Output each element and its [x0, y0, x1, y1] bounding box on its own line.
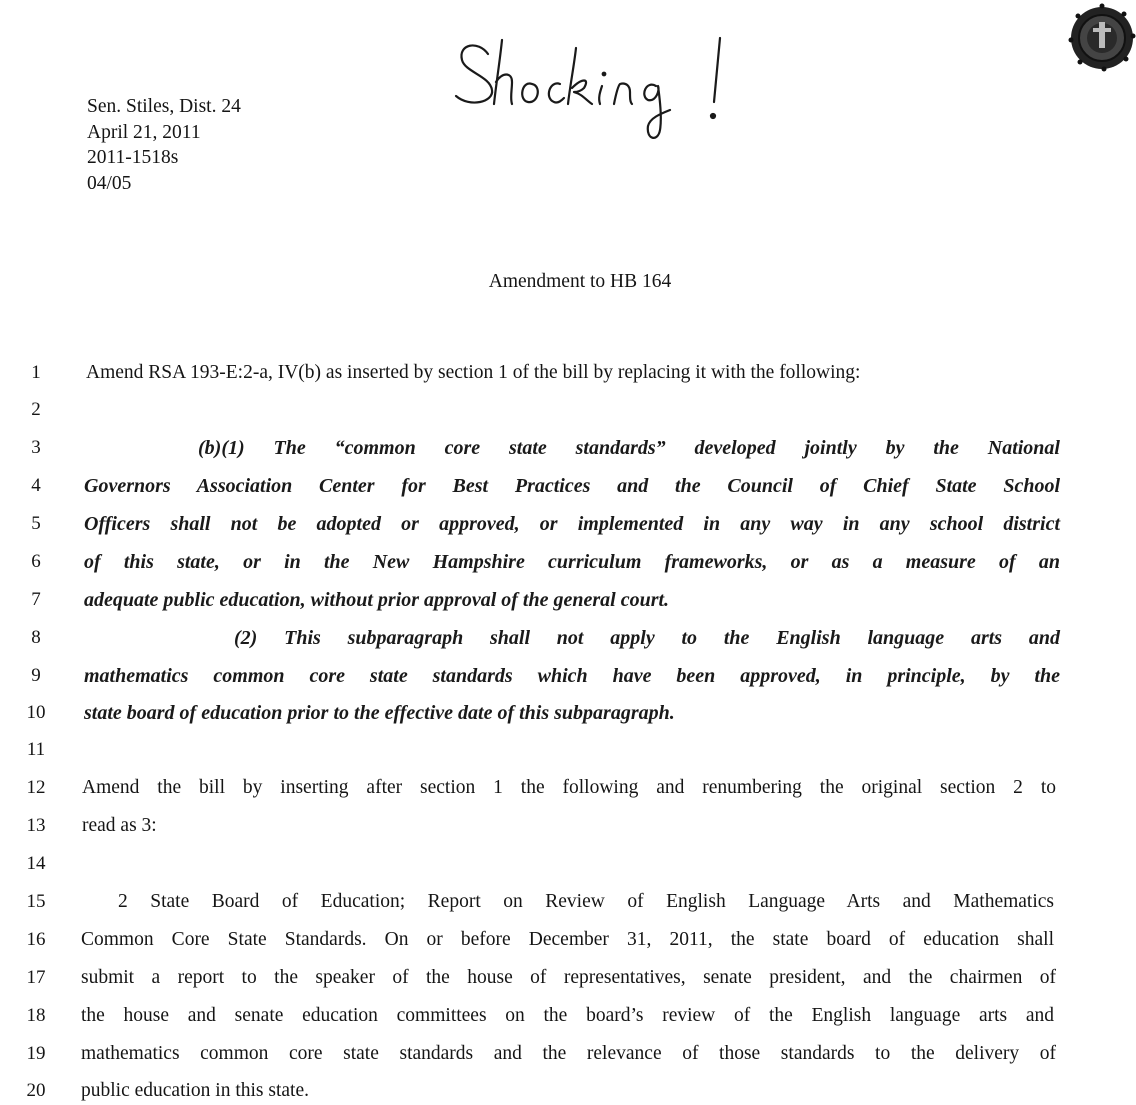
line-number: 9	[31, 665, 41, 686]
line-number: 19	[26, 1043, 46, 1064]
line-7	[0, 586, 1136, 614]
line-number: 16	[26, 929, 46, 950]
document-title: Amendment to HB 164	[488, 271, 672, 292]
line-text: Amend the bill by inserting after section 1 the following and renumbering the original section 2 to	[82, 777, 1056, 798]
line-number: 6	[31, 551, 41, 572]
line-number: 12	[26, 777, 46, 798]
line-text: (2) This subparagraph shall not apply to the English language arts and	[234, 627, 1060, 649]
state-seal-icon	[1066, 2, 1136, 72]
line-number: 18	[26, 1005, 46, 1026]
line-text: adequate public education, without prior approval of the general court.	[84, 589, 670, 611]
line-9	[0, 662, 1136, 690]
line-text: the house and senate education committees on the board’s review of the English language arts and	[81, 1005, 1054, 1026]
line-number: 4	[31, 475, 41, 496]
line-15	[0, 888, 1136, 916]
line-8	[0, 624, 1136, 652]
line-number: 10	[26, 702, 46, 723]
line-14	[0, 850, 1136, 878]
line-13	[0, 812, 1136, 840]
line-11	[0, 736, 1136, 764]
line-number: 7	[31, 589, 41, 610]
document-number: 2011-1518s	[87, 147, 179, 169]
line-text: submit a report to the speaker of the house of representatives, senate president, and the chairmen of	[81, 967, 1056, 988]
line-text: state board of education prior to the effective date of this subparagraph.	[84, 702, 675, 724]
line-text: 2 State Board of Education; Report on Review of English Language Arts and Mathematics	[118, 891, 1054, 912]
line-17	[0, 964, 1136, 992]
line-2	[0, 396, 1136, 424]
line-number: 11	[26, 739, 46, 760]
line-text: (b)(1) The “common core state standards” developed jointly by the National	[198, 437, 1060, 459]
line-4	[0, 472, 1136, 500]
line-number: 2	[31, 399, 41, 420]
line-text: Amend RSA 193-E:2-a, IV(b) as inserted by section 1 of the bill by replacing it with the following:	[86, 362, 861, 383]
line-number: 1	[31, 362, 41, 383]
line-text: read as 3:	[82, 815, 157, 836]
line-16	[0, 926, 1136, 954]
line-number: 20	[26, 1080, 46, 1101]
line-number: 13	[26, 815, 46, 836]
line-3	[0, 434, 1136, 462]
line-number: 5	[31, 513, 41, 534]
line-text: public education in this state.	[81, 1080, 309, 1101]
line-6	[0, 548, 1136, 576]
line-text: Officers shall not be adopted or approved, or implemented in any way in any school district	[84, 513, 1060, 535]
line-text: Common Core State Standards. On or before December 31, 2011, the state board of education shall	[81, 929, 1054, 950]
line-number: 15	[26, 891, 46, 912]
line-number: 3	[31, 437, 41, 458]
date: April 21, 2011	[87, 121, 201, 143]
line-19	[0, 1040, 1136, 1068]
sponsor: Sen. Stiles, Dist. 24	[87, 96, 241, 117]
line-number: 8	[31, 627, 41, 648]
handwritten-annotation	[450, 30, 740, 145]
line-1	[0, 359, 1136, 387]
line-text: mathematics common core state standards which have been approved, in principle, by the	[84, 665, 1060, 687]
line-number: 17	[26, 967, 46, 988]
line-5	[0, 510, 1136, 538]
line-text: mathematics common core state standards and the relevance of those standards to the delivery of	[81, 1043, 1056, 1064]
line-18	[0, 1002, 1136, 1030]
line-text: Governors Association Center for Best Practices and the Council of Chief State School	[84, 475, 1060, 497]
line-text: of this state, or in the New Hampshire curriculum frameworks, or as a measure of an	[84, 551, 1060, 573]
line-number: 14	[26, 853, 46, 874]
line-10	[0, 699, 1136, 727]
header-block	[87, 94, 241, 196]
line-12	[0, 774, 1136, 802]
version-code: 04/05	[87, 172, 132, 194]
line-20	[0, 1077, 1136, 1105]
